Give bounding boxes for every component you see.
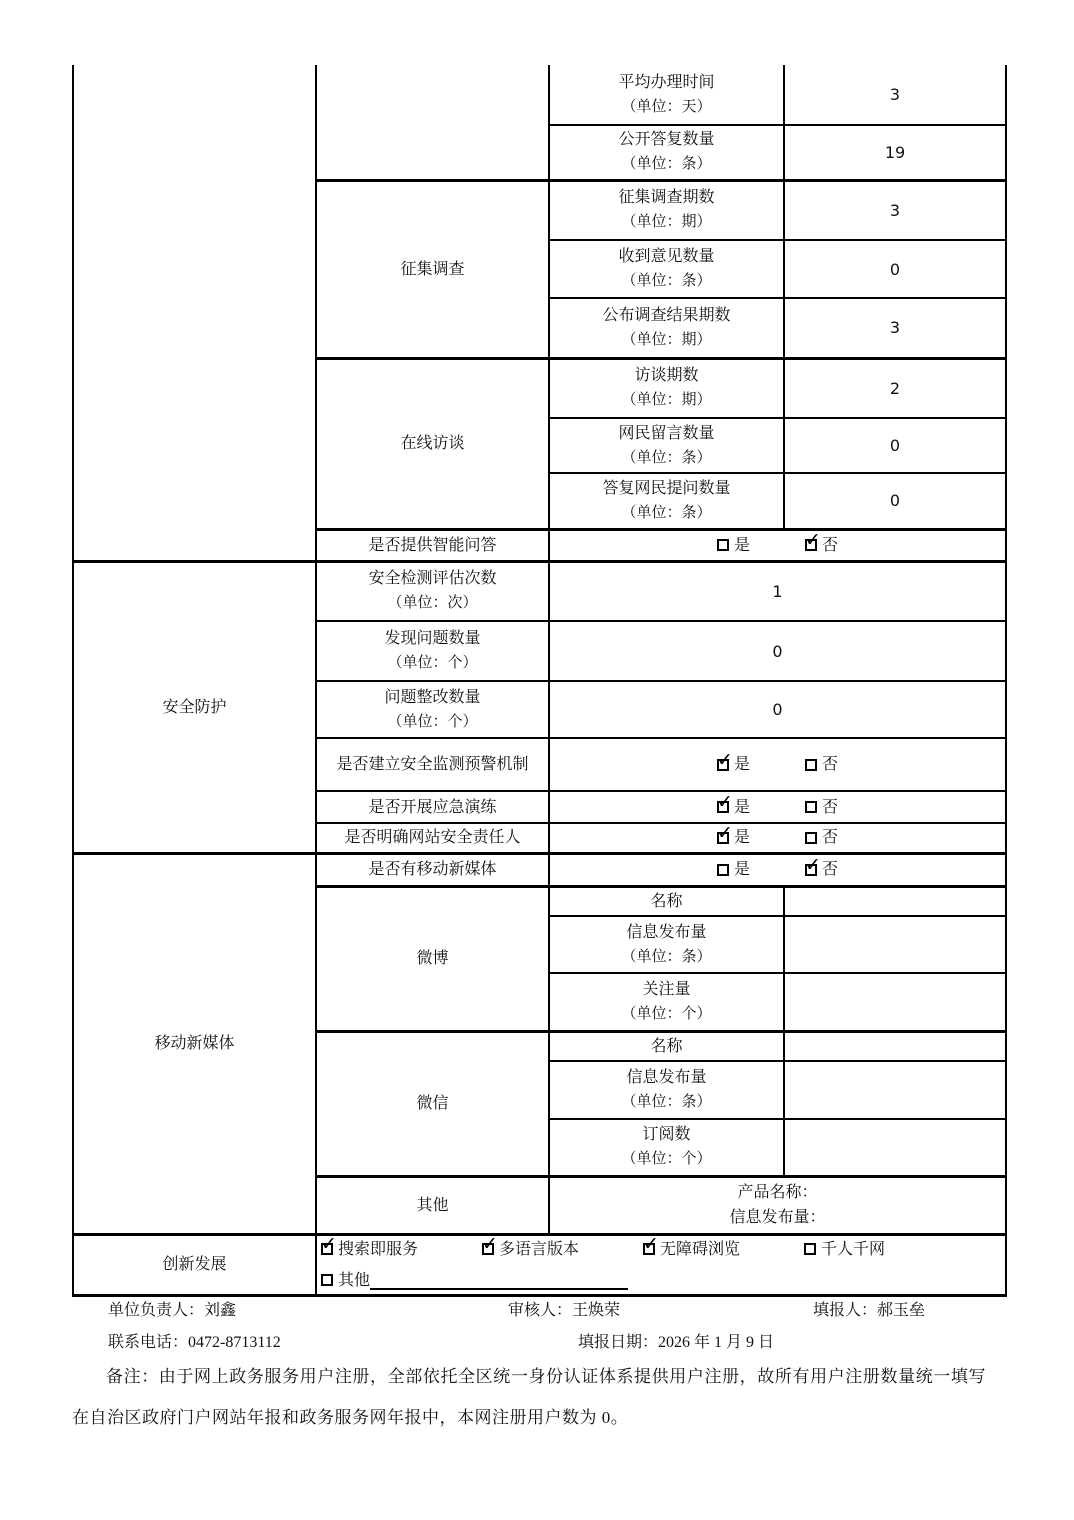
metric-value-cell-empty bbox=[784, 916, 1006, 973]
option-label: 千人千网 bbox=[821, 1240, 886, 1258]
checkbox-unchecked-icon bbox=[805, 759, 817, 771]
table-row bbox=[73, 65, 1006, 125]
question-label-cell: 是否明确网站安全责任人 bbox=[316, 823, 549, 853]
option-no bbox=[805, 853, 839, 882]
checkbox-unchecked-icon bbox=[717, 864, 729, 876]
metric-label: 网民留言数量 bbox=[618, 424, 715, 442]
metric-label: 订阅数 bbox=[642, 1126, 691, 1144]
metric-label: 信息发布量 bbox=[626, 1069, 707, 1086]
option-other bbox=[321, 1268, 370, 1293]
metric-label: 访谈期数 bbox=[634, 367, 699, 385]
metric-unit: （单位：个） bbox=[621, 1151, 712, 1168]
option-yes bbox=[716, 791, 750, 820]
metric-value-cell: 1 bbox=[549, 561, 1006, 621]
metric-value-cell: 0 bbox=[784, 240, 1006, 298]
option-label: 否 bbox=[822, 536, 839, 554]
metric-label: 公布调查结果期数 bbox=[602, 306, 731, 324]
option-no bbox=[805, 795, 838, 820]
metric-label-cell bbox=[549, 418, 784, 473]
check-icon: ✓ bbox=[805, 529, 821, 551]
table-row bbox=[73, 1234, 1006, 1295]
metric-value-cell: 0 bbox=[549, 621, 1006, 681]
option-label: 否 bbox=[822, 798, 839, 816]
metric-unit: （单位：条） bbox=[621, 948, 712, 965]
option-no bbox=[805, 752, 838, 777]
option-multilingual bbox=[482, 1234, 580, 1262]
option-label: 否 bbox=[822, 829, 839, 847]
metric-value-cell: 2 bbox=[784, 358, 1006, 418]
metric-value-cell-empty bbox=[784, 1061, 1006, 1119]
metric-label-cell bbox=[316, 561, 549, 621]
option-label: 其他 bbox=[338, 1271, 371, 1289]
checkbox-unchecked-icon bbox=[804, 1243, 816, 1255]
question-label-cell bbox=[316, 738, 549, 791]
table-row bbox=[73, 853, 1006, 886]
metric-label-cell: 名称 bbox=[549, 886, 784, 916]
metric-label-cell bbox=[549, 65, 784, 125]
option-no bbox=[805, 825, 838, 850]
other-product-cell bbox=[549, 1176, 1006, 1234]
metric-unit: （单位：次） bbox=[387, 595, 478, 612]
metric-label: 答复网民提问数量 bbox=[602, 479, 731, 497]
check-icon: ✓ bbox=[716, 748, 733, 771]
question-label-cell: 是否提供智能问答 bbox=[316, 529, 549, 561]
responsible-person: 单位负责人：刘鑫 bbox=[108, 1302, 237, 1319]
checkbox-unchecked-icon bbox=[805, 832, 817, 844]
option-label: 搜索即服务 bbox=[338, 1240, 419, 1258]
option-label: 否 bbox=[822, 756, 839, 773]
checkbox-checked-icon bbox=[805, 853, 821, 876]
option-yes bbox=[717, 533, 750, 558]
section-cell-security: 安全防护 bbox=[73, 561, 316, 853]
metric-label-cell bbox=[549, 1119, 784, 1176]
metric-label-cell bbox=[549, 916, 784, 973]
metric-unit: （单位：期） bbox=[621, 331, 712, 348]
option-yes bbox=[717, 825, 750, 850]
info-volume-label: 信息发布量： bbox=[729, 1209, 826, 1226]
metric-unit: （单位：天） bbox=[621, 98, 712, 115]
metric-label: 发现问题数量 bbox=[384, 630, 481, 647]
reviewer: 审核人：王焕荣 bbox=[508, 1302, 621, 1319]
metric-label-cell bbox=[549, 473, 784, 529]
option-label: 是 bbox=[733, 829, 750, 847]
metric-unit: （单位：期） bbox=[621, 392, 712, 409]
remark-note: 备注：由于网上政务服务用户注册，全部依托全区统一身份认证体系提供用户注册，故所有用户注册数量统一填写在自治区政府门户网站年报和政务服务网年报中，本网注册用户数为 0。 bbox=[72, 1367, 986, 1427]
option-label: 多语言版本 bbox=[499, 1240, 580, 1258]
metric-label: 关注量 bbox=[642, 980, 691, 998]
option-label: 是 bbox=[733, 798, 750, 816]
checkbox-checked-icon bbox=[643, 1234, 659, 1255]
option-search-service bbox=[321, 1234, 419, 1262]
question-label: 是否建立安全监测预警机制 bbox=[336, 756, 529, 773]
question-label-cell: 是否有移动新媒体 bbox=[316, 853, 549, 886]
option-label: 是 bbox=[733, 861, 750, 878]
question-label-cell: 是否开展应急演练 bbox=[316, 791, 549, 823]
metric-unit: （单位：个） bbox=[621, 1005, 712, 1022]
metric-unit: （单位：期） bbox=[621, 214, 712, 231]
yes-no-cell bbox=[549, 738, 1006, 791]
check-icon: ✓ bbox=[321, 1234, 337, 1255]
metric-label: 安全检测评估次数 bbox=[368, 570, 497, 588]
metric-label-cell bbox=[549, 180, 784, 240]
option-yes bbox=[717, 857, 750, 882]
metric-value-cell: 3 bbox=[784, 65, 1006, 125]
metric-value-cell-empty bbox=[784, 1031, 1006, 1061]
metric-unit: （单位：条） bbox=[621, 273, 712, 289]
checkbox-checked-icon bbox=[321, 1234, 337, 1255]
metric-value-cell: 0 bbox=[784, 473, 1006, 529]
group-cell-wechat: 微信 bbox=[316, 1031, 549, 1176]
metric-label-cell: 名称 bbox=[549, 1031, 784, 1061]
metric-label-cell bbox=[549, 358, 784, 418]
metric-value-cell-empty bbox=[784, 973, 1006, 1031]
yes-no-cell bbox=[549, 823, 1006, 853]
checkbox-checked-icon bbox=[716, 791, 733, 813]
metric-label-cell bbox=[549, 973, 784, 1031]
section-cell-top-empty bbox=[73, 65, 316, 561]
metric-unit: （单位：个） bbox=[387, 713, 478, 730]
metric-label: 问题整改数量 bbox=[384, 688, 481, 706]
yes-no-cell bbox=[549, 529, 1006, 561]
section-cell-innovation: 创新发展 bbox=[73, 1234, 316, 1295]
report-date: 填报日期：2026 年 1 月 9 日 bbox=[578, 1334, 775, 1351]
option-accessibility bbox=[643, 1234, 741, 1262]
metric-label: 信息发布量 bbox=[626, 923, 707, 941]
metric-unit: （单位：个） bbox=[387, 655, 478, 671]
metric-label-cell bbox=[549, 1061, 784, 1119]
filler: 填报人：郝玉垒 bbox=[813, 1302, 926, 1319]
metric-unit: （单位：条） bbox=[621, 449, 712, 466]
metric-label-cell bbox=[549, 125, 784, 180]
group-cell-weibo: 微博 bbox=[316, 886, 549, 1031]
metric-value-cell: 0 bbox=[784, 418, 1006, 473]
metric-value-cell-empty bbox=[784, 1119, 1006, 1176]
option-qianren-qianwang bbox=[804, 1237, 885, 1262]
option-no bbox=[805, 529, 839, 558]
metric-label: 公开答复数量 bbox=[618, 131, 715, 149]
metric-unit: （单位：条） bbox=[621, 156, 712, 173]
metric-value-cell: 19 bbox=[784, 125, 1006, 180]
group-cell-top-empty bbox=[316, 65, 549, 180]
metric-value-cell: 3 bbox=[784, 298, 1006, 358]
checkbox-unchecked-icon bbox=[717, 539, 729, 551]
metric-label-cell bbox=[316, 681, 549, 738]
option-label: 无障碍浏览 bbox=[660, 1240, 741, 1258]
check-icon: ✓ bbox=[643, 1234, 659, 1255]
checkbox-unchecked-icon bbox=[805, 801, 817, 813]
checkbox-checked-icon bbox=[482, 1234, 498, 1255]
product-name-label: 产品名称： bbox=[737, 1184, 818, 1201]
group-cell: 征集调查 bbox=[316, 180, 549, 358]
group-cell-other: 其他 bbox=[316, 1176, 549, 1234]
metric-value-cell: 0 bbox=[549, 681, 1006, 738]
yes-no-cell bbox=[549, 791, 1006, 823]
table-row bbox=[73, 561, 1006, 621]
blank-underline bbox=[370, 1276, 628, 1290]
option-label: 否 bbox=[822, 861, 839, 878]
checkbox-checked-icon bbox=[805, 529, 821, 551]
section-cell-mobile: 移动新媒体 bbox=[73, 853, 316, 1234]
group-cell: 在线访谈 bbox=[316, 358, 549, 529]
metric-value-cell-empty bbox=[784, 886, 1006, 916]
check-icon: ✓ bbox=[805, 853, 821, 876]
innovation-options-cell bbox=[316, 1234, 1006, 1295]
checkbox-checked-icon bbox=[716, 823, 733, 844]
option-label: 是 bbox=[733, 756, 750, 773]
contact-phone: 联系电话：0472-8713112 bbox=[108, 1334, 281, 1351]
metric-label: 征集调查期数 bbox=[618, 189, 715, 207]
check-icon: ✓ bbox=[716, 823, 733, 844]
metric-value-cell: 3 bbox=[784, 180, 1006, 240]
option-label: 是 bbox=[733, 536, 750, 554]
metric-label-cell bbox=[549, 298, 784, 358]
yes-no-cell bbox=[549, 853, 1006, 886]
metric-label: 平均办理时间 bbox=[618, 73, 715, 91]
metric-label-cell bbox=[549, 240, 784, 298]
check-icon: ✓ bbox=[482, 1234, 498, 1255]
metric-label: 收到意见数量 bbox=[618, 248, 715, 265]
option-yes bbox=[716, 748, 750, 777]
annual-report-table bbox=[72, 65, 1007, 1297]
checkbox-checked-icon bbox=[716, 748, 733, 771]
metric-label-cell bbox=[316, 621, 549, 681]
metric-unit: （单位：条） bbox=[621, 1094, 712, 1110]
check-icon: ✓ bbox=[716, 791, 733, 813]
checkbox-unchecked-icon bbox=[321, 1274, 333, 1286]
metric-unit: （单位：条） bbox=[621, 504, 712, 521]
